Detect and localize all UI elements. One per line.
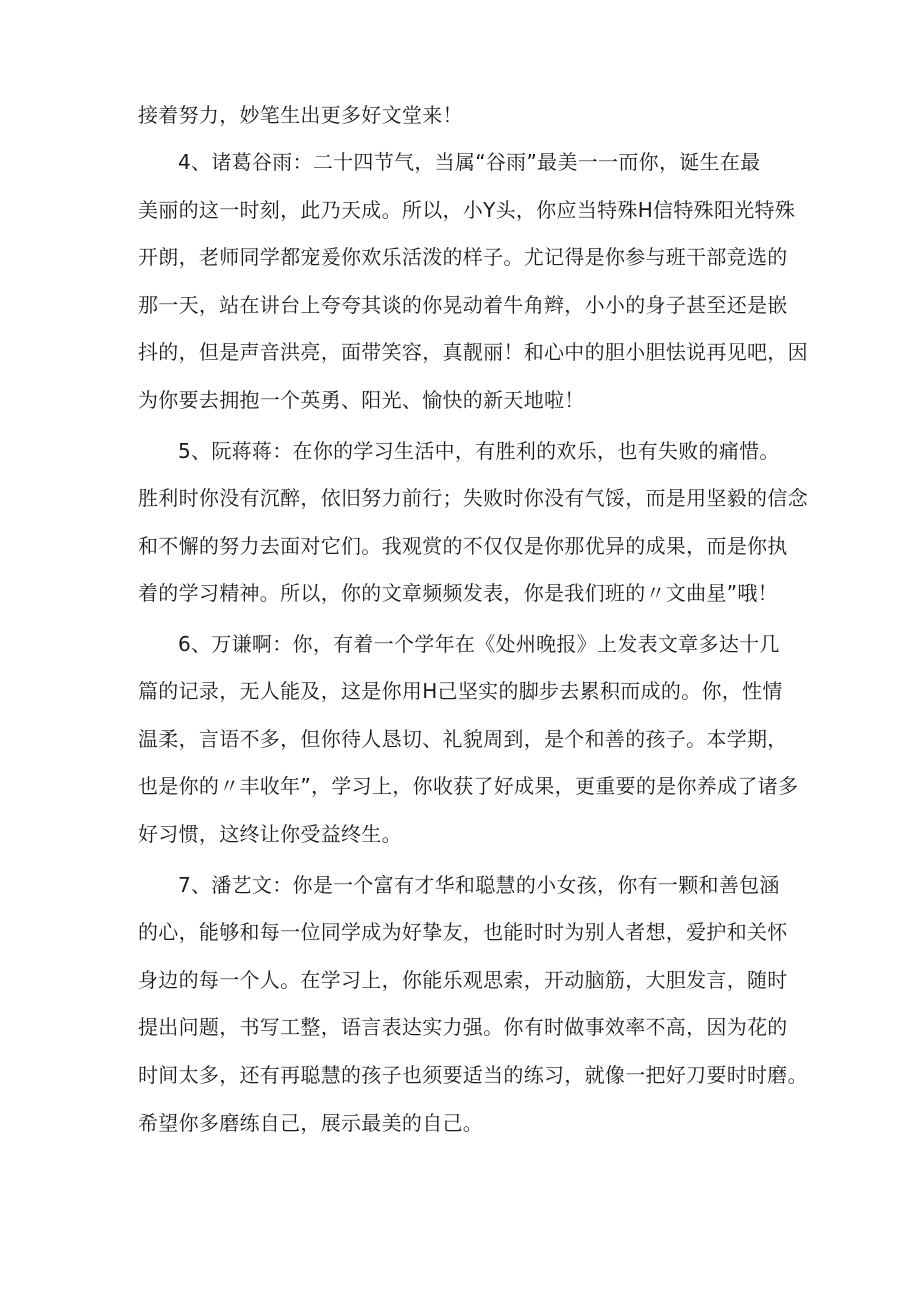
text-line: 好习惯，这终让你受益终生。 — [138, 822, 402, 846]
text-line: 美丽的这一时刻，此乃天成。所以，小Y头，你应当特殊H信特殊阳光特殊 — [138, 198, 796, 222]
paragraph-start-line: 4、诸葛谷雨：二十四节气，当属“谷雨”最美一一而你，诞生在最 — [178, 150, 761, 174]
text-line: 温柔，言语不多，但你待人恳切、礼貌周到，是个和善的孩子。本学期， — [138, 727, 788, 751]
text-line: 提出问题，书写工整，语言表达实力强。你有时做事效率不高，因为花的 — [138, 1015, 788, 1039]
text-line: 抖的，但是声音洪亮，面带笑容，真靓丽！和心中的胆小胆怯说再见吧，因 — [138, 340, 808, 364]
text-line: 为你要去拥抱一个英勇、阳光、愉快的新天地啦！ — [138, 388, 585, 412]
text-line: 那一天，站在讲台上夸夸其谈的你晃动着牛角辫，小小的身子甚至还是嵌 — [138, 293, 788, 317]
text-line: 时间太多，还有再聪慧的孩子也须要适当的练习，就像一把好刀要时时磨。 — [138, 1063, 808, 1087]
text-line: 身边的每一个人。在学习上，你能乐观思索，开动脑筋，大胆发言，随时 — [138, 968, 788, 992]
text-line: 着的学习精神。所以，你的文章频频发表，你是我们班的〃文曲星”哦！ — [138, 581, 778, 605]
text-line: 也是你的〃丰收年”，学习上，你收获了好成果，更重要的是你养成了诸多 — [138, 774, 799, 798]
text-line: 希望你多磨练自己，展示最美的自己。 — [138, 1111, 484, 1135]
paragraph-start-line: 5、阮蒋蒋：在你的学习生活中，有胜利的欢乐，也有失败的痛惜。 — [178, 439, 780, 463]
text-line: 篇的记录，无人能及，这是你用H己坚实的脚步去累积而成的。你，性情 — [138, 679, 783, 703]
text-line: 接着努力，妙笔生出更多好文堂来！ — [138, 103, 463, 127]
text-line: 开朗，老师同学都宠爰你欢乐活泼的样子。尤记得是你参与班干部竞选的 — [138, 245, 788, 269]
paragraph-start-line: 7、潘艺文：你是一个富有才华和聪慧的小女孩，你有一颗和善包涵 — [178, 873, 780, 897]
paragraph-start-line: 6、万谦啊：你，有着一个学年在《处州晚报》上发表文章多达十几 — [178, 632, 780, 656]
text-line: 的心，能够和每一位同学成为好挚友，也能时时为别人者想，爱护和关怀 — [138, 920, 788, 944]
text-line: 和不懈的努力去面对它们。我观赏的不仅仅是你那优异的成果，而是你执 — [138, 534, 788, 558]
text-line: 胜利时你没有沉醉，依旧努力前行；失败时你没有气馁，而是用坚毅的信念 — [138, 486, 808, 510]
